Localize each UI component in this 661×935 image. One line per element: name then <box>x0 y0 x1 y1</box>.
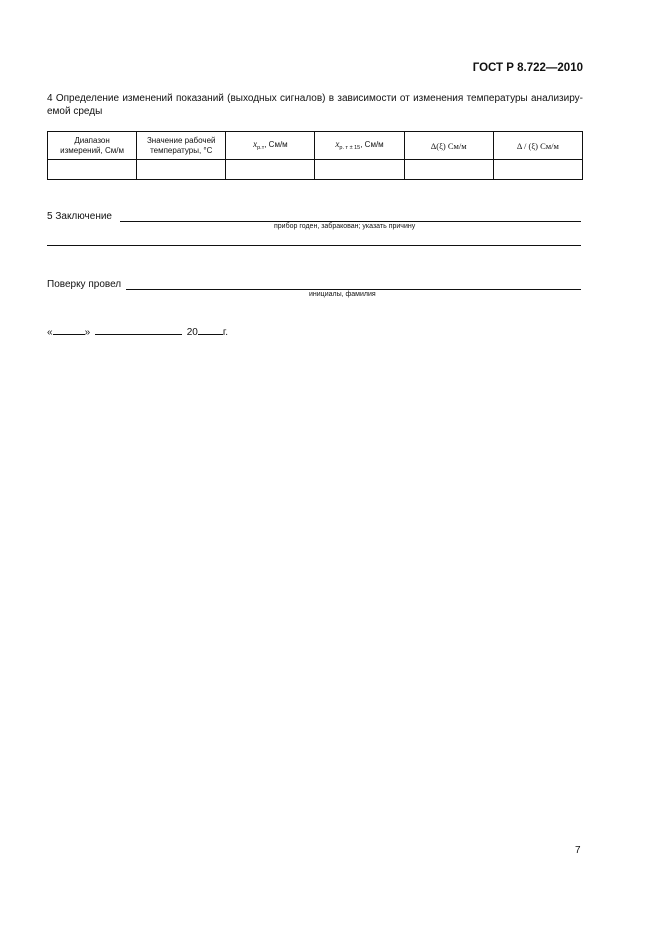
header-range-line1: Диапазон <box>74 135 110 145</box>
table-cell[interactable] <box>48 160 137 180</box>
date-month-field[interactable] <box>95 325 182 335</box>
table-cell[interactable] <box>137 160 226 180</box>
header-range-line2: измерений, См/м <box>60 145 124 155</box>
section-4-text: 4 Определение изменений показаний (выходных сигналов) в зависимости от изменения температуры анализиру-емой среды <box>47 93 583 117</box>
header-x-rt15-unit: , См/м <box>360 139 384 149</box>
page-number: 7 <box>575 845 581 856</box>
header-x-rt-sub: р.т <box>257 144 265 151</box>
date-year-suffix: г. <box>222 327 229 338</box>
header-temperature-line1: Значение рабочей <box>146 135 216 145</box>
conclusion-line[interactable] <box>120 221 581 222</box>
table-cell[interactable] <box>493 160 582 180</box>
header-x-rt15-var: x <box>335 138 340 149</box>
verifier-label: Поверку провел <box>47 279 122 290</box>
header-temperature-line2: температуры, °С <box>150 145 213 155</box>
table-cell[interactable] <box>404 160 493 180</box>
date-year-field[interactable] <box>198 325 223 335</box>
table-header-row <box>48 132 583 160</box>
header-delta-ratio: Δ / (ξ) См/м <box>493 132 582 160</box>
header-x-rt-unit: , См/м <box>264 139 288 149</box>
verifier-line[interactable] <box>126 289 581 290</box>
header-temperature <box>137 132 226 160</box>
date-line <box>47 325 228 338</box>
conclusion-caption: прибор годен, забракован; указать причину <box>274 223 416 230</box>
date-day-field[interactable] <box>53 325 85 335</box>
header-range <box>48 132 137 160</box>
header-x-rt-var: x <box>253 138 258 149</box>
table-row <box>48 160 583 180</box>
header-delta: Δ(ξ) См/м <box>404 132 493 160</box>
measurement-table <box>47 131 583 180</box>
date-open-quote: « <box>47 327 53 338</box>
date-close-quote: » <box>84 327 91 338</box>
conclusion-label: 5 Заключение <box>47 211 112 222</box>
verifier-caption: инициалы, фамилия <box>309 291 376 298</box>
header-x-rt <box>226 132 315 160</box>
header-x-rt15-sub: р. т ± 15 <box>339 144 361 151</box>
conclusion-line-2[interactable] <box>47 245 581 246</box>
document-code: ГОСТ Р 8.722—2010 <box>472 62 583 74</box>
table-cell[interactable] <box>315 160 404 180</box>
header-x-rt15 <box>315 132 404 160</box>
table-cell[interactable] <box>226 160 315 180</box>
date-century: 20 <box>186 327 198 338</box>
